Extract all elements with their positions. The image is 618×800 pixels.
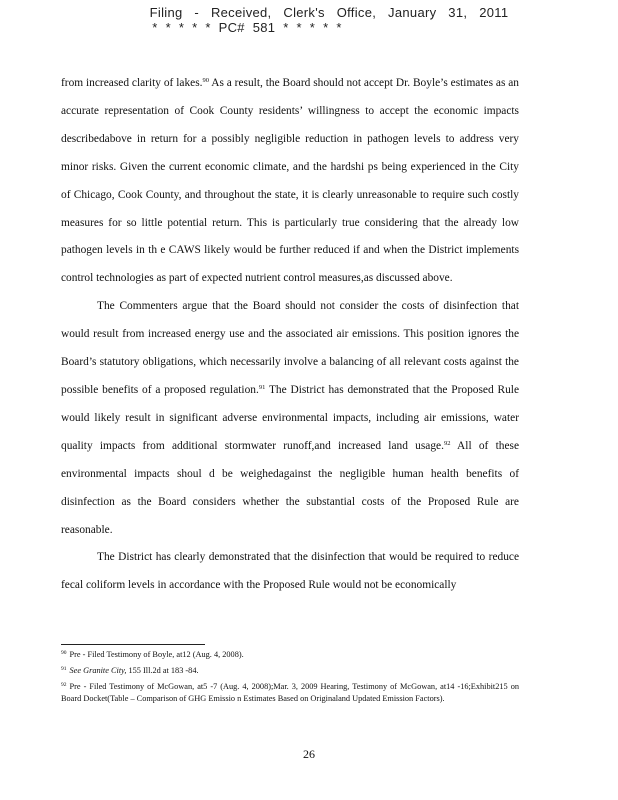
filing-stamp-line-2: * * * * * PC# 581 * * * * *	[152, 20, 342, 35]
paragraph-1-text-a: from increased clarity of lakes.	[61, 77, 203, 89]
paragraph-3	[61, 544, 519, 600]
footnote-text: Pre - Filed Testimony of McGowan, at5 -7 (Aug. 4, 2008);Mar. 3, 2009 Hearing, Testimony of McGowan, at14 -16;Exhibit215 on Board Docket(Table – Comparison of GHG Emissio n Estimates Based on Originaland Updated Emission Factors).	[61, 682, 519, 703]
footnote-number: 92	[61, 682, 67, 689]
footnote-90	[61, 649, 519, 660]
page-number: 26	[303, 747, 315, 761]
footnote-number: 90	[61, 650, 67, 656]
footnote-91	[61, 665, 519, 676]
footnote-number: 91	[61, 666, 67, 673]
footnote-ref-91: 91	[258, 383, 266, 391]
paragraph-2	[61, 293, 519, 544]
footnote-case-name: Granite City,	[83, 666, 127, 676]
paragraph-1	[61, 70, 519, 293]
footnote-92	[61, 681, 519, 703]
footnotes	[61, 649, 519, 709]
footnote-signal: See	[69, 666, 82, 676]
paragraph-2-text-b: The District has demonstrated that the Proposed Rule would likely result in significant adverse environmental impacts, including air emissions, water quality impacts from additional stormwater runoff,and increased land usage.	[61, 383, 520, 452]
paragraph-1-text-b: As a result, the Board should not accept Dr. Boyle’s estimates as an accurate representation of Cook County residents’ willingness to accept the economic impacts describedabove in return for a possibly negligible reduction in pathogen levels to address very minor risks. Given the current economic climate, and the hardshi ps being experienced in the City of Chicago, Cook County, and throughout the state, it is clearly unreasonable to require such costly measures for so little potential return. This is particularly true considering that the already low pathogen levels in th e CAWS likely would be further reduced if and when the District implements control technologies as part of expected nutrient control measures,as discussed above.	[61, 77, 520, 285]
filing-stamp-line-1: Filing - Received, Clerk's Office, January 31, 2011	[149, 5, 509, 20]
footnote-text: Pre - Filed Testimony of Boyle, at12 (Aug. 4, 2008).	[69, 650, 244, 659]
document-body	[61, 70, 519, 600]
footnote-separator	[61, 644, 205, 645]
footnote-text: 155 Ill.2d at 183 -84.	[126, 666, 199, 676]
paragraph-3-text: The District has clearly demonstrated that the disinfection that would be required to reduce fecal coliform levels in accordance with the Proposed Rule would not be economically	[61, 551, 519, 592]
footnote-ref-92: 92	[443, 439, 451, 447]
paragraph-2-text-a: The Commenters argue that the Board should not consider the costs of disinfection that would result from increased energy use and the associated air emissions. This position ignores the Board’s statutory obligations, which necessarily involve a balancing of all relevant costs against the possible benefits of a proposed regulation.	[61, 300, 519, 396]
footnote-ref-90: 90	[202, 77, 209, 84]
paragraph-2-text-c: All of these environmental impacts shoul d be weighedagainst the negligible human health benefits of disinfection as the Board considers whether the substantial costs of the Proposed Rule are reasonable.	[61, 439, 519, 536]
